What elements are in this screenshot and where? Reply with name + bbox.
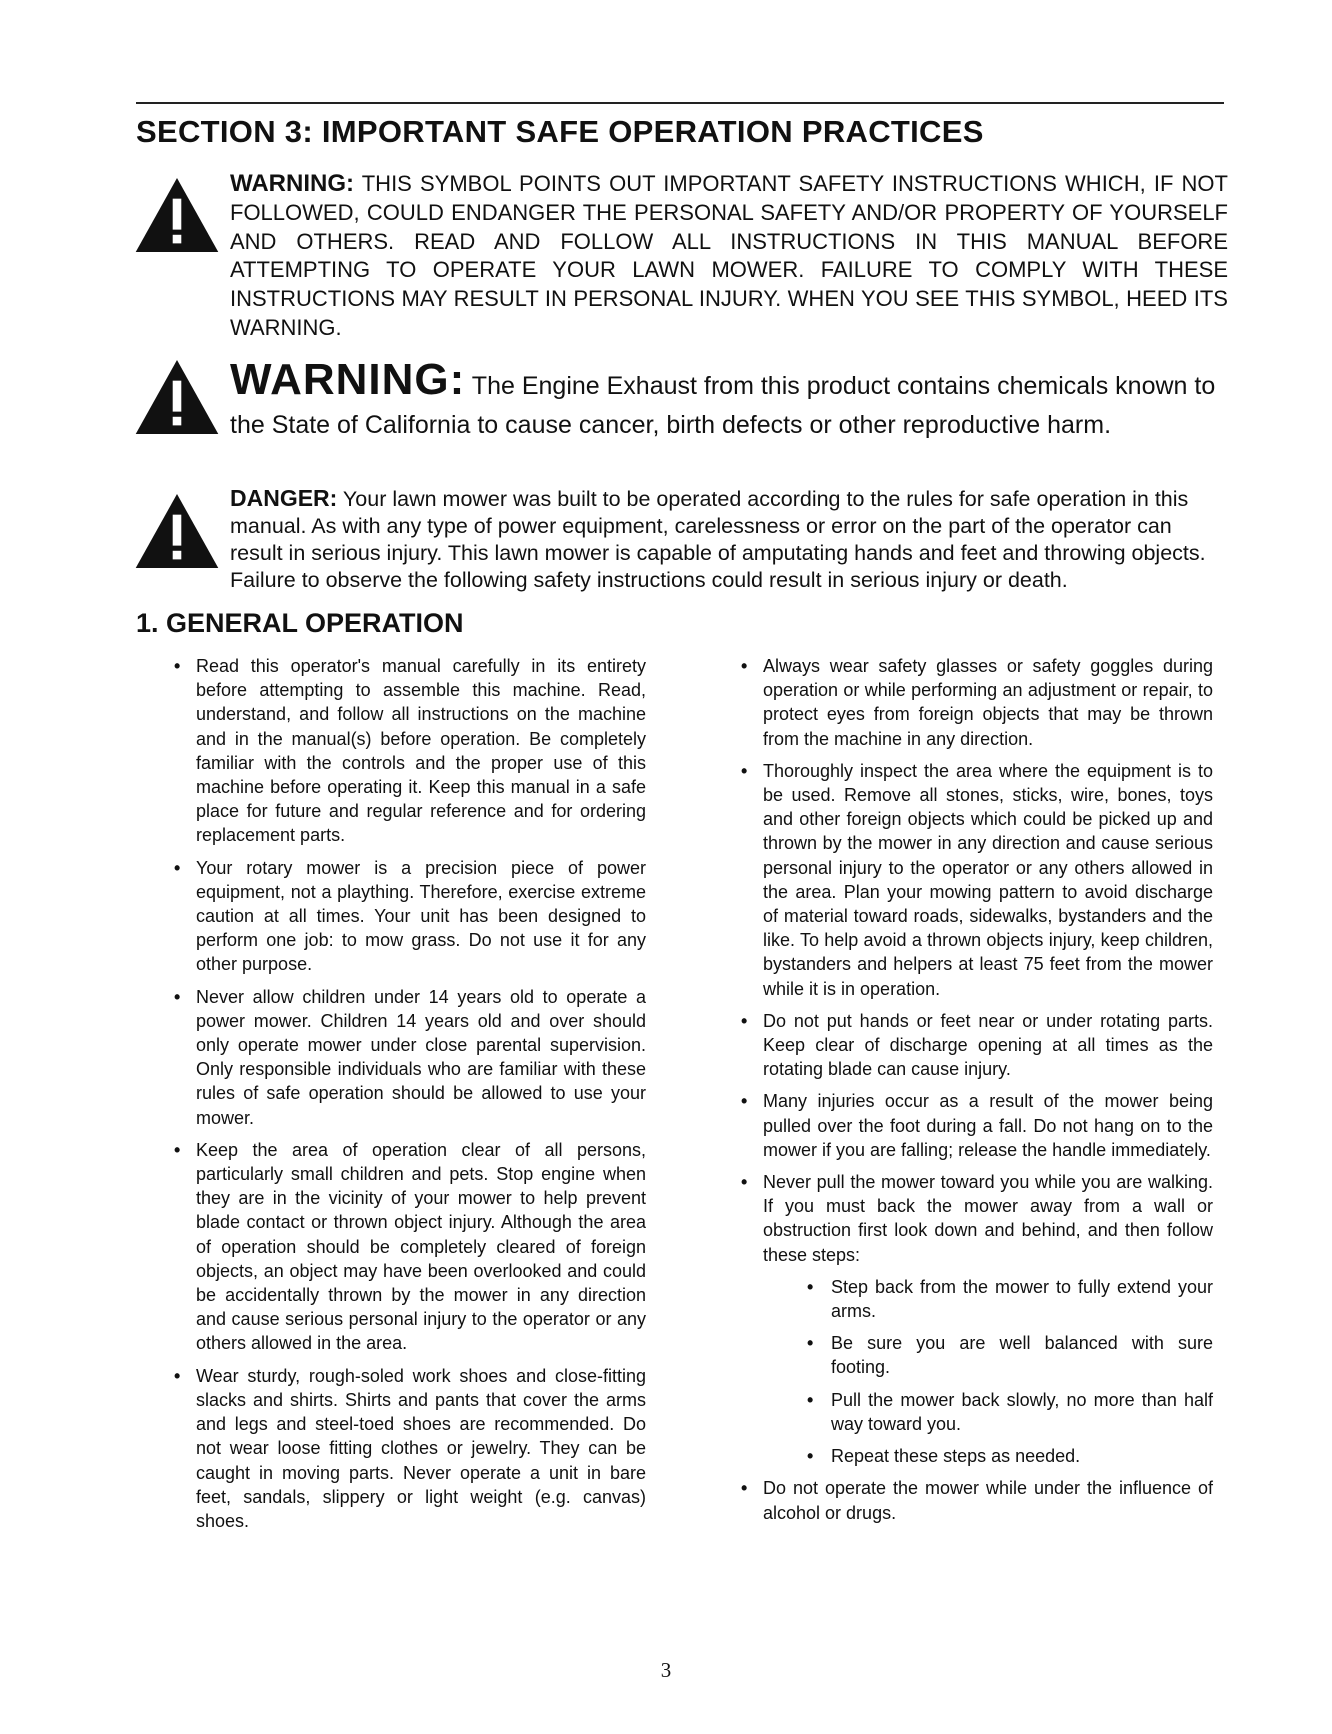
- bullet: •: [807, 1276, 814, 1297]
- sub-step-text: Pull the mower back slowly, no more than half way toward you.: [831, 1389, 1213, 1434]
- list-item: [166, 1138, 646, 1356]
- list-item-text: Keep the area of operation clear of all persons, particularly small children and pets. Stop engine when they are in the vicinity of your mower to help prevent blade contact or thrown object injury. Although the area of operation should be completely cleared of foreign objects, an object may have been overlooked and could be accidentally thrown by the mower in any direction and cause serious personal injury to the operator or any others allowed in the area.: [196, 1139, 646, 1354]
- bullet: •: [807, 1446, 814, 1467]
- bullet: •: [741, 1172, 748, 1193]
- list-item-text: Never pull the mower toward you while you are walking. If you must back the mower away from a wall or obstruction first look down and behind, and then follow these steps:: [763, 1172, 1213, 1265]
- warning-triangle-icon: [134, 358, 220, 436]
- list-item-text: Read this operator's manual carefully in its entirety before attempting to assemble this machine. Read, understand, and follow all instructions on the machine and in the manual(s) before operation. Be completely familiar with the controls and the proper use of this machine before operating it. Keep this manual in a safe place for future and regular reference and for ordering replacement parts.: [196, 656, 646, 846]
- sub-step-item: [763, 1388, 1213, 1436]
- bullet: •: [741, 1478, 748, 1499]
- list-item: [733, 1476, 1213, 1524]
- list-item: [733, 1170, 1213, 1468]
- notice-label: WARNING:: [230, 170, 354, 197]
- notice-text: Your lawn mower was built to be operated according to the rules for safe operation in this manual. As with any type of power equipment, carelessness or error on the part of the operator can result in serious injury. This lawn mower is capable of amputating hands and feet and throwing objects. Failure to observe the following safety instructions could result in serious injury or death.: [230, 487, 1206, 592]
- notice-body: [230, 484, 1228, 594]
- section-title: SECTION 3: IMPORTANT SAFE OPERATION PRACTICES: [136, 114, 984, 149]
- bullet-list: [166, 654, 646, 1533]
- notice-label: WARNING:: [230, 355, 466, 404]
- notice-text: THIS SYMBOL POINTS OUT IMPORTANT SAFETY INSTRUCTIONS WHICH, IF NOT FOLLOWED, COULD ENDANGER THE PERSONAL SAFETY AND/OR PROPERTY OF YOURSELF AND OTHERS. READ AND FOLLOW ALL INSTRUCTIONS IN THIS MANUAL BEFORE ATTEMPTING TO OPERATE YOUR LAWN MOWER. FAILURE TO COMPLY WITH THESE INSTRUCTIONS MAY RESULT IN PERSONAL INJURY. WHEN YOU SEE THIS SYMBOL, HEED ITS WARNING.: [230, 171, 1228, 340]
- sub-step-text: Step back from the mower to fully extend your arms.: [831, 1276, 1213, 1322]
- sub-step-text: Be sure you are well balanced with sure footing.: [831, 1333, 1213, 1378]
- list-item-text: Your rotary mower is a precision piece of power equipment, not a plaything. Therefore, exercise extreme caution at all times. Your unit has been designed to perform one job: to mow grass. Do not use it for any other purpose.: [196, 857, 646, 975]
- list-item: [166, 654, 646, 848]
- bullet: •: [741, 1091, 748, 1112]
- bullet: •: [174, 857, 181, 878]
- list-item: [733, 654, 1213, 751]
- bullet: •: [174, 986, 181, 1007]
- bullet-list: [733, 654, 1213, 1525]
- warning-triangle-icon: [134, 492, 220, 570]
- list-item-text: Always wear safety glasses or safety goggles during operation or while performing an adjustment or repair, to protect eyes from foreign objects that may be thrown from the machine in any direction.: [763, 656, 1213, 749]
- bullet: •: [174, 656, 181, 676]
- bullet: •: [807, 1389, 814, 1410]
- sub-step-item: [763, 1275, 1213, 1323]
- top-rule: [136, 102, 1224, 104]
- subsection-title: 1. GENERAL OPERATION: [136, 608, 464, 638]
- bullet: •: [741, 1010, 748, 1031]
- sub-step-text: Repeat these steps as needed.: [831, 1446, 1081, 1467]
- warning-notice-general: [134, 168, 1228, 342]
- list-item-text: Many injuries occur as a result of the mower being pulled over the foot during a fall. Do not hang on to the mower if you are falling; release the handle immediately.: [763, 1091, 1213, 1160]
- warning-notice-california: [134, 350, 1228, 443]
- page-number: 3: [660, 1658, 672, 1682]
- list-item-text: Never allow children under 14 years old to operate a power mower. Children 14 years old and over should only operate mower under close parental supervision. Only responsible individuals who are familiar with these rules of safe operation should be allowed to use your mower.: [196, 986, 646, 1128]
- list-item: [733, 1009, 1213, 1082]
- sub-step-list: [763, 1275, 1213, 1468]
- bullet: •: [174, 1139, 181, 1160]
- danger-notice: [134, 484, 1228, 594]
- list-item: [166, 985, 646, 1130]
- list-item-text: Wear sturdy, rough-soled work shoes and close-fitting slacks and shirts. Shirts and pants that cover the arms and legs and steel-toed shoes are recommended. Do not wear loose fitting clothes or jewelry. They can be caught in moving parts. Never operate a unit in bare feet, sandals, slippery or light weight (e.g. canvas) shoes.: [196, 1365, 646, 1531]
- notice-body: [230, 350, 1228, 443]
- notice-text: The Engine Exhaust from this product contains chemicals known to the State of California to cause cancer, birth defects or other reproductive harm.: [230, 372, 1216, 440]
- list-item-text: Do not put hands or feet near or under rotating parts. Keep clear of discharge opening at all times as the rotating blade can cause injury.: [763, 1010, 1213, 1080]
- list-item: [166, 856, 646, 977]
- left-column: [166, 654, 646, 1541]
- bullet: •: [741, 656, 748, 676]
- bullet: •: [741, 760, 748, 781]
- notice-label: DANGER:: [230, 485, 338, 511]
- warning-triangle-icon: [134, 176, 220, 254]
- sub-step-item: [763, 1331, 1213, 1379]
- right-column: [733, 654, 1213, 1533]
- notice-body: [230, 168, 1228, 342]
- list-item: [733, 1089, 1213, 1162]
- list-item: [166, 1364, 646, 1533]
- list-item-text: Do not operate the mower while under the influence of alcohol or drugs.: [763, 1478, 1213, 1523]
- list-item: [733, 759, 1213, 1001]
- sub-step-item: [763, 1444, 1213, 1468]
- list-item-text: Thoroughly inspect the area where the equipment is to be used. Remove all stones, sticks, wire, bones, toys and other foreign objects which could be picked up and thrown by the mower in any direction and cause serious personal injury to the operator or any others allowed in the area. Plan your mowing pattern to avoid discharge of material toward roads, sidewalks, bystanders and the like. To help avoid a thrown objects injury, keep children, bystanders and helpers at least 75 feet from the mower while it is in operation.: [763, 760, 1213, 999]
- bullet: •: [807, 1333, 814, 1354]
- bullet: •: [174, 1365, 181, 1386]
